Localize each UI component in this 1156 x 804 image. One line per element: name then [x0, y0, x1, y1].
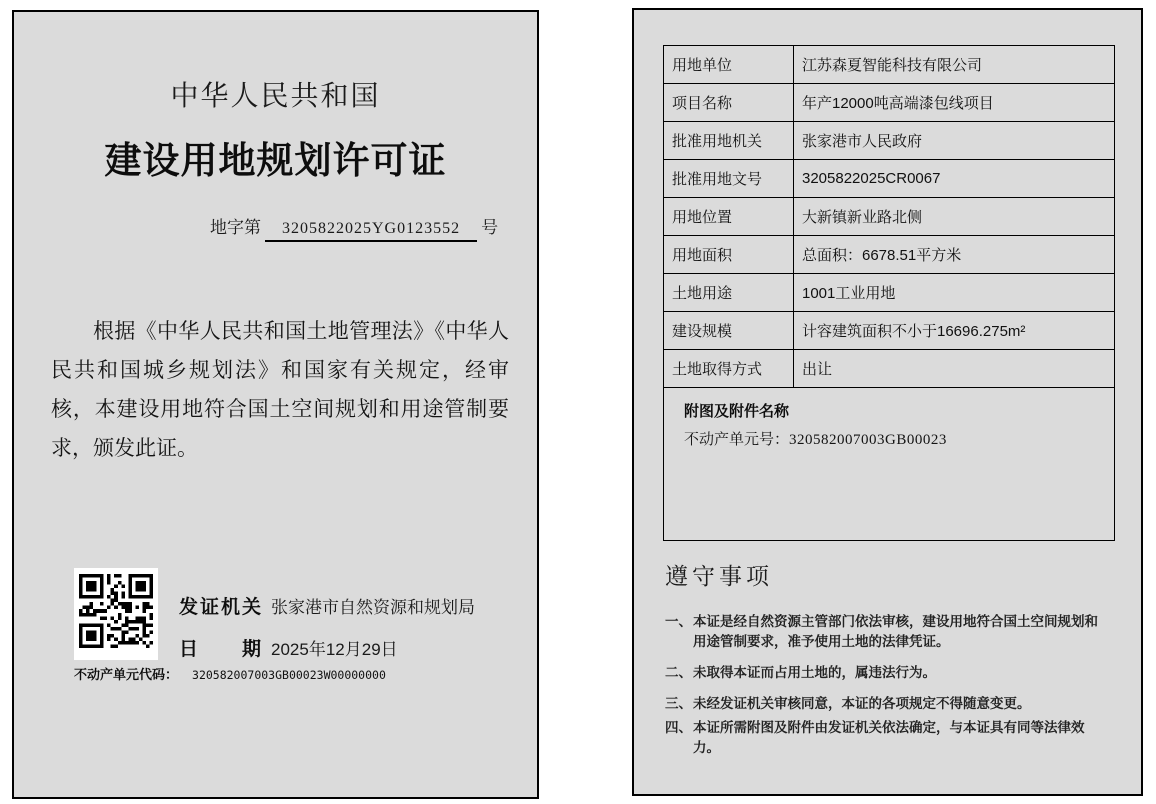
unit-code-value: 320582007003GB00023W00000000	[192, 668, 386, 682]
issuer-value: 张家港市自然资源和规划局	[271, 598, 476, 617]
unit-code-label: 不动产单元代码：	[74, 667, 179, 682]
date-value: 2025年12月29日	[271, 640, 398, 659]
note-number: 二、	[665, 665, 692, 680]
date-label: 日 期	[179, 639, 264, 660]
issuer-label: 发证机关	[179, 597, 264, 618]
table-row-land-area	[664, 236, 1115, 274]
note-text: 未经发证机关审核同意，本证的各项规定不得随意变更。	[693, 696, 1031, 711]
serial-number: 3205822025YG0123552	[265, 220, 477, 242]
permit-detail-page	[632, 8, 1143, 796]
compliance-section-title: 遵守事项	[665, 563, 773, 589]
row-value: 江苏森夏智能科技有限公司	[794, 46, 1115, 84]
table-row-land-user	[664, 46, 1115, 84]
note-number: 三、	[665, 696, 692, 711]
attachments-line	[684, 428, 1104, 449]
serial-suffix: 号	[481, 218, 499, 237]
serial-prefix: 地字第	[210, 218, 261, 237]
note-text: 未取得本证而占用土地的，属违法行为。	[693, 665, 936, 680]
row-label: 土地取得方式	[664, 350, 794, 388]
land-info-table	[663, 45, 1115, 541]
compliance-notes-list	[665, 612, 1107, 758]
country-heading: 中华人民共和国	[170, 81, 381, 112]
note-item-2	[665, 663, 1107, 683]
legal-basis-paragraph: 根据《中华人民共和国土地管理法》《中华人民共和国城乡规划法》和国家有关规定，经审核，本建设用地符合国土空间规划和用途管制要求，颁发此证。	[51, 320, 509, 460]
certificate-title: 建设用地规划许可证	[104, 140, 447, 181]
row-label: 土地用途	[664, 274, 794, 312]
row-value: 总面积：6678.51平方米	[794, 236, 1115, 274]
row-label: 用地面积	[664, 236, 794, 274]
row-value: 计容建筑面积不小于16696.275m²	[794, 312, 1115, 350]
attachment-unit-number: 320582007003GB00023	[789, 432, 947, 448]
issue-date-row	[179, 634, 398, 661]
row-label: 项目名称	[664, 84, 794, 122]
note-text: 本证所需附图及附件由发证机关依法确定，与本证具有同等法律效力。	[693, 720, 1085, 755]
row-label: 用地位置	[664, 198, 794, 236]
real-estate-unit-code-row	[74, 664, 386, 684]
table-row-approval-doc-no	[664, 160, 1115, 198]
row-value: 年产12000吨高端漆包线项目	[794, 84, 1115, 122]
permit-front-page	[12, 10, 539, 799]
row-value: 3205822025CR0067	[794, 160, 1115, 198]
row-label: 建设规模	[664, 312, 794, 350]
note-item-1	[665, 612, 1107, 652]
table-row-construction-scale	[664, 312, 1115, 350]
qr-code-box	[74, 568, 158, 660]
table-row-land-use	[664, 274, 1115, 312]
table-row-land-acquisition-method	[664, 350, 1115, 388]
note-item-4	[665, 718, 1107, 758]
note-text: 本证是经自然资源主管部门依法审核，建设用地符合国土空间规划和用途管制要求，准予使用土地的法律凭证。	[693, 614, 1098, 649]
row-value: 大新镇新业路北侧	[794, 198, 1115, 236]
issuer-row	[179, 592, 475, 619]
row-value: 1001工业用地	[794, 274, 1115, 312]
attachment-label: 不动产单元号：	[684, 431, 790, 448]
serial-number-line	[210, 213, 498, 242]
row-label: 批准用地机关	[664, 122, 794, 160]
row-value: 张家港市人民政府	[794, 122, 1115, 160]
note-number: 一、	[665, 614, 692, 629]
row-value: 出让	[794, 350, 1115, 388]
table-row-land-location	[664, 198, 1115, 236]
row-label: 批准用地文号	[664, 160, 794, 198]
note-item-3	[665, 694, 1107, 714]
table-row-project-name	[664, 84, 1115, 122]
note-number: 四、	[665, 720, 692, 735]
table-row-attachments	[664, 388, 1115, 541]
table-row-approval-authority	[664, 122, 1115, 160]
row-label: 用地单位	[664, 46, 794, 84]
qr-code-icon	[79, 574, 153, 648]
attachments-title: 附图及附件名称	[684, 403, 790, 420]
